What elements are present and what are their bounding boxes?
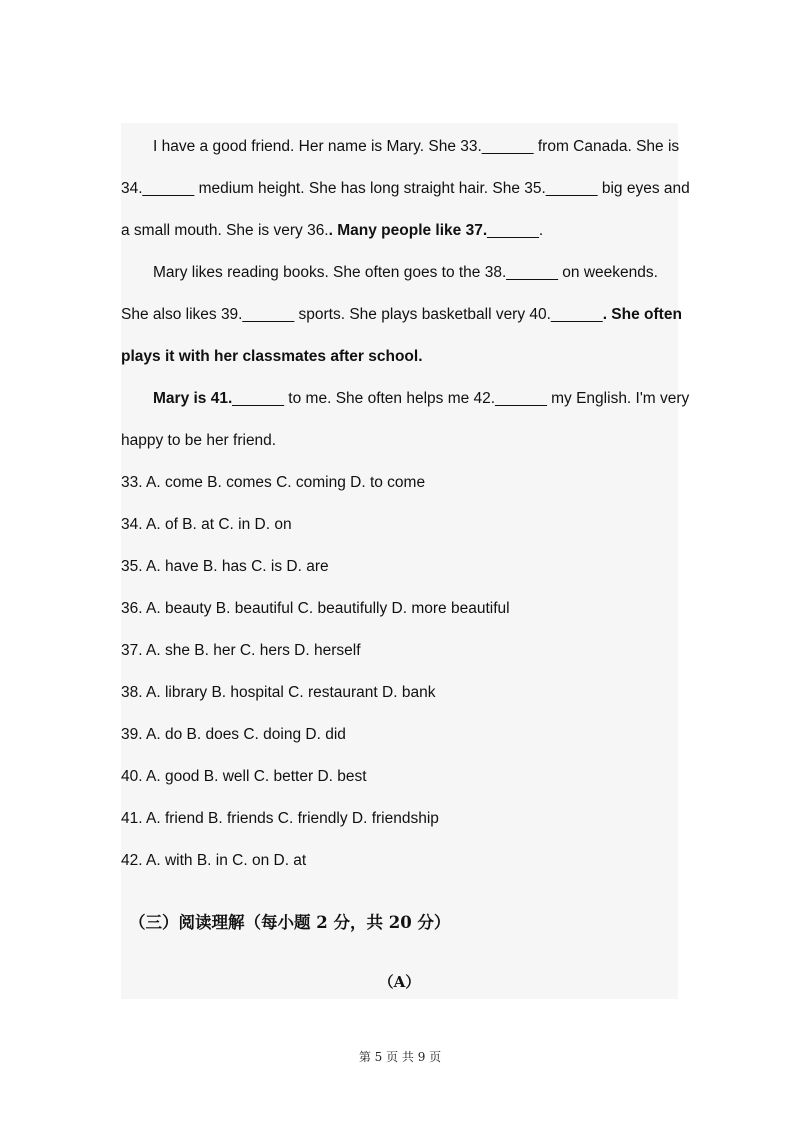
section-subheading: （A） bbox=[378, 973, 421, 991]
passage-line: Mary likes reading books. She often goes to the 38.______ on weekends. bbox=[153, 264, 658, 281]
option-line: 34. A. of B. at C. in D. on bbox=[121, 516, 292, 533]
document-content bbox=[121, 123, 690, 999]
option-line: 40. A. good B. well C. better D. best bbox=[121, 768, 367, 785]
section-heading: （三）阅读理解（每小题 2 分，共 20 分） bbox=[129, 913, 451, 932]
passage-bold-text: Mary is 41. bbox=[153, 390, 233, 407]
passage-text: ______ to me. She often helps me 42.______ my English. I'm very bbox=[232, 390, 690, 407]
passage-line: 34.______ medium height. She has long straight hair. She 35.______ big eyes and bbox=[121, 180, 690, 197]
option-line: 39. A. do B. does C. doing D. did bbox=[121, 726, 346, 743]
passage-line: I have a good friend. Her name is Mary. She 33.______ from Canada. She is bbox=[153, 138, 680, 155]
passage-line bbox=[121, 221, 543, 241]
passage-line: happy to be her friend. bbox=[121, 432, 277, 449]
passage-line bbox=[121, 305, 682, 325]
passage-line: plays it with her classmates after school. bbox=[121, 348, 423, 365]
passage-line bbox=[153, 389, 689, 409]
passage-text: She also likes 39.______ sports. She plays basketball very 40.______ bbox=[121, 306, 603, 323]
option-line: 42. A. with B. in C. on D. at bbox=[121, 852, 307, 869]
option-line: 38. A. library B. hospital C. restaurant D. bank bbox=[121, 684, 436, 701]
option-line: 33. A. come B. comes C. coming D. to come bbox=[121, 474, 426, 491]
page-footer: 第 5 页 共 9 页 bbox=[358, 1050, 442, 1064]
option-line: 37. A. she B. her C. hers D. herself bbox=[121, 642, 361, 659]
passage-bold-text: . Many people like 37. bbox=[328, 222, 488, 239]
option-line: 35. A. have B. has C. is D. are bbox=[121, 558, 329, 575]
passage-bold-text: . She often bbox=[602, 306, 682, 323]
option-line: 41. A. friend B. friends C. friendly D. friendship bbox=[121, 810, 439, 827]
passage-text: a small mouth. She is very 36. bbox=[121, 222, 329, 239]
passage-text: ______. bbox=[487, 222, 544, 239]
option-line: 36. A. beauty B. beautiful C. beautifully D. more beautiful bbox=[121, 600, 510, 617]
